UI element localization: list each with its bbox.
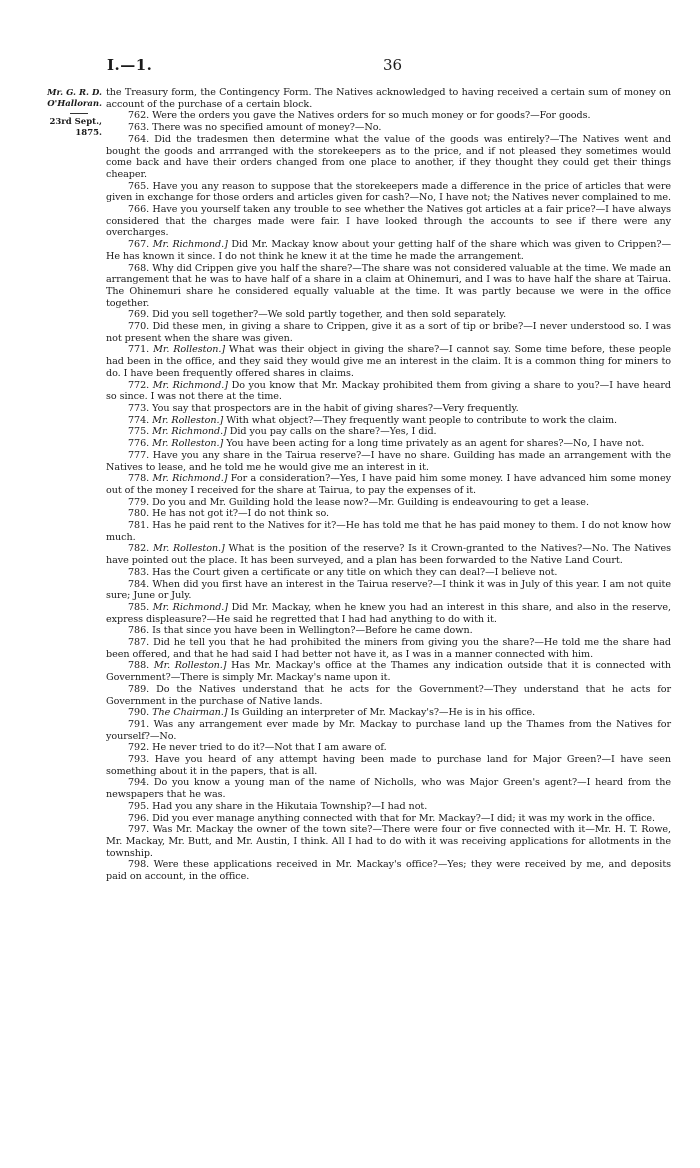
question-text: Is Guilding an interpreter of Mr. Mackay's?—He is in his office.	[227, 707, 536, 719]
question-text: Do you know that Mr. Mackay prohibited them from giving a share to you?—I have heard so since. I was not there at the time.	[106, 379, 671, 403]
testimony-paragraph: 798. Were these applications received in Mr. Mackay's office?—Yes; they were received by me, and deposits paid on account, in the office.	[106, 859, 671, 883]
witness-name-line2: O'Halloran.	[47, 99, 102, 109]
testimony-paragraph: 780. He has not got it?—I do not think so.	[128, 508, 330, 520]
question-text: Did Mr. Mackay, when he knew you had an interest in this share, and also in the reserve, express displeasure?—He said he regretted that I had had anything to do with it.	[106, 601, 672, 625]
testimony-paragraph	[106, 415, 671, 427]
question-text: You have been acting for a long time privately as an agent for shares?—No, I have not.	[223, 438, 645, 450]
page-number: 36	[383, 56, 403, 74]
testimony-paragraph: 794. Do you know a young man of the name of Nicholls, who was Major Green's agent?—I heard from the newspapers that he was.	[106, 777, 671, 801]
testimony-paragraph: 769. Did you sell together?—We sold partly together, and then sold separately.	[128, 309, 507, 321]
testimony-paragraph: 792. He never tried to do it?—Not that I am aware of.	[128, 742, 387, 754]
testimony-paragraph: 797. Was Mr. Mackay the owner of the town site?—There were four or five connected with it—Mr. H. T. Rowe, Mr. Mackay, Mr. Butt, and Mr. Austin, I think. All I had to do with it was receiving applications for allotments in the township.	[106, 824, 671, 859]
margin-note	[22, 88, 102, 139]
question-number: 782.	[128, 543, 150, 555]
testimony-paragraph: 787. Did he tell you that he had prohibited the miners from giving you the share?—He told me the share had been offered, and that he had said I had better not have it, as I was in a manner connected with him.	[106, 637, 671, 660]
question-text: Has Mr. Mackay's office at the Thames any indication outside that it is connected with Government?—There is simply Mr. Mackay's name upon it.	[106, 660, 671, 684]
testimony-paragraph	[106, 426, 671, 438]
question-number: 767.	[128, 239, 150, 251]
speaker-name: Mr. Richmond.]	[152, 601, 228, 613]
speaker-name: Mr. Richmond.]	[152, 379, 228, 391]
speaker-name: Mr. Richmond.]	[152, 426, 227, 438]
question-text: Did Mr. Mackay know about your getting half of the share which was given to Crippen?—He has known it since. I do not think he knew it at the time he made the arrangement.	[106, 239, 671, 262]
testimony-paragraph: 773. You say that prospectors are in the habit of giving shares?—Very frequently.	[128, 402, 519, 414]
question-number: 788.	[128, 660, 150, 672]
testimony-paragraph: 795. Had you any share in the Hikutaia Township?—I had not.	[128, 800, 428, 812]
question-number: 778.	[128, 473, 150, 485]
question-number: 775.	[128, 426, 150, 438]
testimony-paragraph: 764. Did the tradesmen then determine what the value of the goods was entirely?—The Natives went and bought the goods and arrranged with the storekeepers as to the price, and if not pleased they sometimes would come back and have their orders changed from one place to another, if they thought they could get their things cheaper.	[106, 133, 671, 180]
testimony-paragraph: 762. Were the orders you gave the Natives orders for so much money or for goods?—For goods.	[128, 110, 591, 122]
testimony-paragraph: 789. Do the Natives understand that he acts for the Government?—They understand that he acts for Government in the purchase of Native lands.	[106, 683, 671, 707]
speaker-name: Mr. Rolleston.]	[152, 414, 224, 426]
testimony-paragraph	[106, 380, 671, 403]
question-text: For a consideration?—Yes, I have paid him some money. I have advanced him some money out of the money I received for the share at Tairua, to pay the expenses of it.	[106, 473, 672, 496]
witness-name-line1: Mr. G. R. D.	[47, 88, 102, 98]
question-number: 785.	[128, 601, 150, 613]
question-number: 771.	[128, 344, 150, 356]
testimony-paragraph	[106, 239, 671, 262]
testimony-paragraph	[106, 707, 671, 719]
testimony-paragraph: the Treasury form, the Contingency Form. The Natives acknowledged to having received a certain sum of money on account of the purchase of a certain block.	[106, 87, 671, 110]
testimony-paragraph: 779. Do you and Mr. Guilding hold the lease now?—Mr. Guilding is endeavouring to get a lease.	[128, 496, 589, 508]
testimony-paragraph: 763. There was no specified amount of money?—No.	[128, 122, 382, 134]
question-number: 774.	[128, 414, 150, 426]
testimony-body	[106, 87, 671, 883]
testimony-paragraph: 777. Have you any share in the Tairua reserve?—I have no share. Guilding has made an arrangement with the Natives to lease, and he told me he would give me an interest in it.	[106, 449, 671, 473]
question-text: With what object?—They frequently want people to contribute to work the claim.	[223, 414, 618, 426]
document-reference: I.—1.	[107, 56, 153, 74]
margin-rule	[70, 113, 88, 114]
question-text: What is the position of the reserve? Is it Crown-granted to the Natives?—No. The Natives have pointed out the place. It has been surveyed, and a plan has been forwarded to the Native Land Court.	[106, 543, 672, 567]
question-number: 790.	[128, 707, 150, 719]
question-number: 772.	[128, 379, 150, 391]
testimony-paragraph: 791. Was any arrangement ever made by Mr. Mackay to purchase land up the Thames from the Natives for yourself?—No.	[106, 718, 671, 742]
testimony-paragraph	[106, 660, 671, 683]
speaker-name: Mr. Rolleston.]	[153, 660, 227, 672]
question-text: What was their object in giving the share?—I cannot say. Some time before, these people had been in the office, and they said they would give me an interest in the claim. It is a common thing for miners to do. I have been frequently offered shares in claims.	[106, 344, 672, 379]
speaker-name: Mr. Rolleston.]	[153, 344, 226, 356]
speaker-name: Mr. Rolleston.]	[152, 438, 224, 450]
testimony-paragraph: 786. Is that since you have been in Wellington?—Before he came down.	[128, 625, 473, 637]
testimony-paragraph: 796. Did you ever manage anything connected with that for Mr. Mackay?—I did; it was my work in the office.	[128, 812, 656, 824]
testimony-paragraph	[106, 473, 671, 496]
testimony-paragraph: 768. Why did Crippen give you half the share?—The share was not considered valuable at the time. We made an arrangement that he was to have half of a share in a claim at Ohinemuri, and I was to have half the share at Tairua. The Ohinemuri share he considered equally valuable at the time. It was partly because we were in the office together.	[106, 262, 671, 309]
testimony-date: 23rd Sept., 1875.	[49, 117, 102, 138]
testimony-paragraph	[106, 438, 671, 450]
testimony-paragraph	[106, 543, 671, 566]
testimony-paragraph: 766. Have you yourself taken any trouble to see whether the Natives got articles at a fair price?—I have always considered that the charges made were fair. I have looked through the accounts to see if there were any overcharges.	[106, 204, 671, 239]
question-text: Did you pay calls on the share?—Yes, I did.	[226, 426, 437, 438]
testimony-paragraph: 765. Have you any reason to suppose that the storekeepers made a difference in the price of articles that were given in exchange for those orders and articles given for cash?—No, I have not; the Natives never complained to me.	[106, 180, 671, 204]
speaker-name: Mr. Richmond.]	[152, 239, 228, 251]
speaker-name: Mr. Rolleston.]	[152, 543, 225, 555]
speaker-name: Mr. Richmond.]	[152, 473, 228, 485]
testimony-paragraph	[106, 602, 671, 625]
testimony-paragraph: 781. Has he paid rent to the Natives for it?—He has told me that he has paid money to them. I do not know how much.	[106, 520, 671, 543]
testimony-paragraph: 783. Has the Court given a certificate or any title on which they can deal?—I believe not.	[128, 566, 558, 578]
question-number: 776.	[128, 438, 150, 450]
testimony-paragraph	[106, 344, 671, 379]
testimony-paragraph: 770. Did these men, in giving a share to Crippen, give it as a sort of tip or bribe?—I never understood so. I was not present when the share was given.	[106, 321, 671, 344]
testimony-paragraph: 793. Have you heard of any attempt having been made to purchase land for Major Green?—I have seen something about it in the papers, that is all.	[106, 754, 671, 777]
page-header	[0, 56, 700, 76]
speaker-name: The Chairman.]	[152, 707, 228, 719]
testimony-paragraph: 784. When did you first have an interest in the Tairua reserve?—I think it was in July of this year. I am not quite sure; June or July.	[106, 578, 671, 602]
